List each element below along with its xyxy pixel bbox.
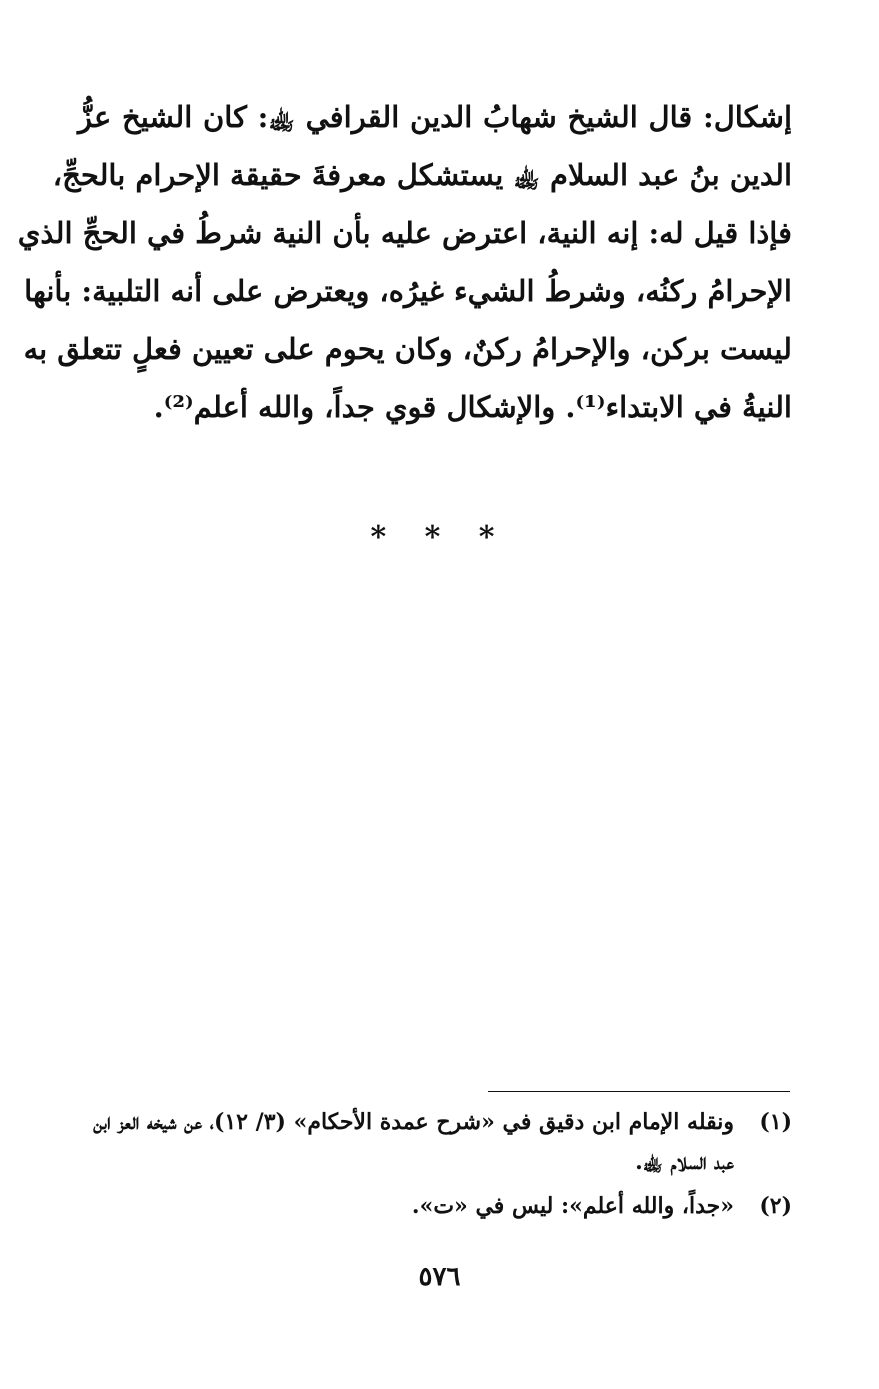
- page-number: ٥٧٦: [418, 1262, 461, 1292]
- paragraph-line-4: الإحرامُ ركنُه، وشرطُ الشيء غيرُه، ويعترض على أنه التلبية: بأنها: [24, 274, 792, 308]
- paragraph-line-2: الدين بنُ عبد السلام ﵀ يستشكل معرفةَ حقيقة الإحرام بالحجِّ،: [52, 158, 792, 192]
- paragraph-line-5: ليست بركن، والإحرامُ ركنٌ، وكان يحوم على تعيين فعلٍ تتعلق به: [23, 332, 792, 366]
- footnote-1: [78, 1102, 792, 1182]
- footnote-number: (١): [759, 1109, 792, 1135]
- footnote-divider: [488, 1091, 790, 1092]
- section-separator: * * *: [370, 520, 509, 555]
- main-paragraph: [17, 88, 792, 436]
- footnote-2: [78, 1186, 792, 1226]
- paragraph-line-1: إشكال: قال الشيخ شهابُ الدين القرافي ﵀: كان الشيخ عزُّ: [78, 100, 792, 134]
- footnote-number: (٢): [759, 1193, 792, 1219]
- footnotes: [78, 1102, 792, 1226]
- footnote-text: ونقله الإمام ابن دقيق في «شرح عمدة الأحكام» (٣/ ١٢)، عن شيخه العز ابن عبد السلام ﵀.: [93, 1109, 734, 1175]
- footnote-text: «جداً، والله أعلم»: ليس في «ت».: [411, 1193, 734, 1219]
- paragraph-line-6: النيةُ في الابتداء⁽¹⁾. والإشكال قوي جداً، والله أعلم⁽²⁾.: [153, 390, 792, 424]
- paragraph-line-3: فإذا قيل له: إنه النية، اعترض عليه بأن النية شرطُ في الحجِّ الذي: [17, 216, 792, 250]
